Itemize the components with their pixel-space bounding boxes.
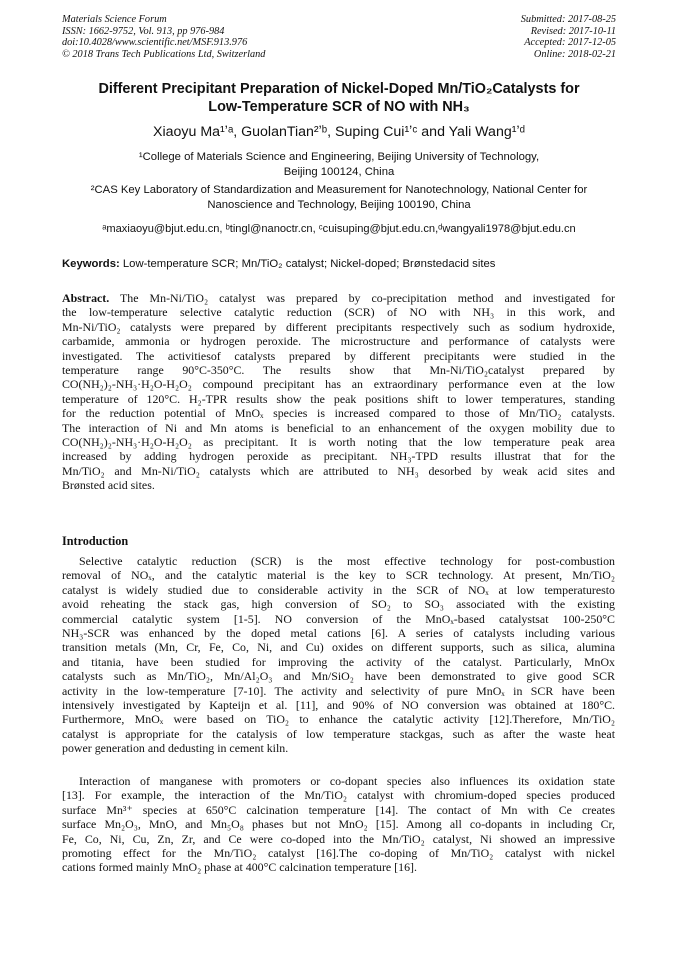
abstract-line: The interaction of Ni and Mn atoms is beneficial to an enhancement of the oxygen mobility due to xyxy=(62,420,615,435)
paragraph-line: Fe, Co, Ni, Cu, Zn, Zr, and Ce were co-doped into the Mn/TiO₂ catalyst, Ni showed an impressive xyxy=(62,831,615,846)
paragraph-line: transition metals (Mn, Cr, Fe, Co, Ni, and Cu) oxides on different supports, such as silica, alumina xyxy=(62,640,615,655)
paragraph-line: intensively investigated by Kapteijn et al. [11], and 90% of NO conversion was obtained at 180°C. xyxy=(62,698,615,713)
paragraph-line: promoting effect for the Mn/TiO₂ catalyst [16].The co-doping of Mn/TiO₂ catalyst with nickel xyxy=(62,846,615,861)
journal-header xyxy=(62,14,265,60)
paragraph-line: avoid reheating the stack gas, high conversion of SO₂ to SO₃ associated with the existing xyxy=(62,597,615,612)
date-submitted: Submitted: 2017-08-25 xyxy=(520,14,616,25)
affiliation-1-line-1: ¹College of Materials Science and Engineering, Beijing University of Technology, xyxy=(138,151,540,163)
paragraph-line: cations formed mainly MnO₂ phase at 400°C calcination temperature [16]. xyxy=(62,860,417,875)
date-online: Online: 2018-02-21 xyxy=(533,48,616,60)
journal-copyright: © 2018 Trans Tech Publications Ltd, Switzerland xyxy=(62,48,266,60)
abstract-line: for the reduction potential of MnOₓ species is increased compared to those of Mn/TiO₂ catalysts. xyxy=(62,406,615,421)
keywords xyxy=(62,257,622,271)
abstract-line: temperature range 90°C-350°C. The results show that Mn-Ni/TiO₂catalyst prepared by xyxy=(62,363,615,378)
abstract-line: Abstract. The Mn-Ni/TiO₂ catalyst was prepared by co-precipitation method and investigated for xyxy=(62,291,615,305)
paper-title xyxy=(40,81,638,116)
abstract-line: investigated. The activitiesof catalysts prepared by different precipitants were studied in the xyxy=(62,348,615,363)
paragraph-line: catalysts such as Mn/TiO₂, Mn/Al₂O₃ and Mn/SiO₂ have been demonstrated to give good SCR xyxy=(62,669,615,684)
abstract-line: CO(NH₂)₂-NH₃·H₂O-H₂O₂ as precipitant. It is worth noting that the low temperature peak area xyxy=(62,435,615,450)
date-accepted: Accepted: 2017-12-05 xyxy=(524,37,616,49)
abstract-line: Mn/TiO₂ and Mn-Ni/TiO₂ catalysts which are attributed to NH₃ desorbed by weak acid sites and xyxy=(62,463,615,478)
title-line-2: Low-Temperature SCR of NO with NH₃ xyxy=(208,98,470,115)
abstract-line: increased by adding hydrogen peroxide as precipitant. NH₃-TPD results illustrat that for the xyxy=(62,449,615,464)
abstract xyxy=(62,291,615,493)
date-revised: Revised: 2017-10-11 xyxy=(530,25,616,37)
abstract-line: temperature of 120°C. H₂-TPR results show the peak positions shift to lower temperatures, standing xyxy=(62,391,615,406)
paragraph-line: surface Mn³⁺ species at 650°C calcination temperature [14]. The contact of Mn with Ce creates xyxy=(62,802,615,817)
affiliation-2 xyxy=(40,183,638,212)
author-emails[interactable]: ᵃmaxiaoyu@bjut.edu.cn, ᵇtingl@nanoctr.cn, ᶜcuisuping@bjut.edu.cn,ᵈwangyali1978@bjut.edu.cn xyxy=(102,223,576,235)
paragraph-line: Selective catalytic reduction (SCR) is the most effective technology for post-combustion xyxy=(79,554,615,568)
abstract-line: Brønsted acid sites. xyxy=(62,478,155,493)
abstract-line: Mn-Ni/TiO₂ catalysts were prepared by different precipitants respectively such as sodium hydroxide, xyxy=(62,319,615,334)
dates-header xyxy=(521,14,616,60)
paragraph-line: removal of NOₓ, and the catalytic material is the key to SCR technology. At present, Mn/TiO₂ xyxy=(62,568,615,583)
paragraph-line: catalyst is appropriate for the catalysis of low temperature stackgas, such as after the waste heat xyxy=(62,726,615,741)
abstract-line: carbamide, ammonia or hydrogen peroxide. The microstructure and performance of catalysts were xyxy=(62,334,615,349)
affiliation-2-line-2: Nanoscience and Technology, Beijing 100190, China xyxy=(207,198,471,211)
affiliation-2-line-1: ²CAS Key Laboratory of Standardization and Measurement for Nanotechnology, National Center for xyxy=(90,184,588,196)
introduction-paragraph-1 xyxy=(62,554,615,756)
author-list: Xiaoyu Ma¹ʼᵃ, GuolanTian²ʼᵇ, Suping Cui¹ʼᶜ and Yali Wang¹ʼᵈ xyxy=(153,124,525,140)
affiliation-1 xyxy=(40,150,638,179)
abstract-line: CO(NH₂)₂-NH₃·H₂O-H₂O₂ compound precipitant has an extraordinary performance even at the low xyxy=(62,377,615,392)
paragraph-line: commercial catalytic system [1-5]. NO conversion of the MnOₓ-based catalystsat 100-250°C xyxy=(62,611,615,626)
keywords-text: Low-temperature SCR; Mn/TiO₂ catalyst; Nickel-doped; Brønstedacid sites xyxy=(119,258,496,270)
paragraph-line: power generation and dedusting in cement kiln. xyxy=(62,741,289,756)
abstract-line: the low-temperature selective catalytic reduction (SCR) of NO with NH₃ in this work, and xyxy=(62,305,615,320)
title-line-1: Different Precipitant Preparation of Nickel-Doped Mn/TiO₂Catalysts for xyxy=(98,81,580,97)
journal-issn: ISSN: 1662-9752, Vol. 913, pp 976-984 xyxy=(62,25,225,37)
paragraph-line: and titania, have been studied for improving the activity of the catalyst. Particularly, MnOx xyxy=(62,654,615,669)
journal-name: Materials Science Forum xyxy=(62,14,167,25)
abstract-label: Abstract. xyxy=(62,291,110,305)
section-heading-introduction: Introduction xyxy=(62,534,129,548)
paragraph-line: activity in the low-temperature [7-10]. The activity and selectivity of pure MnOₓ in SCR have been xyxy=(62,683,615,698)
affiliation-1-line-2: Beijing 100124, China xyxy=(283,165,395,178)
paragraph-line: [13]. For example, the interaction of the Mn/TiO₂ catalyst with chromium-doped species produced xyxy=(62,788,615,803)
paragraph-line: catalyst is widely studied due to considerable activity in the SCR of NOₓ at low temperaturesto xyxy=(62,582,615,597)
journal-doi[interactable]: doi:10.4028/www.scientific.net/MSF.913.976 xyxy=(62,37,248,49)
paragraph-line: NH₃-SCR was enhanced by the doped metal cations [6]. A series of catalysts including various xyxy=(62,626,615,641)
keywords-label: Keywords: xyxy=(62,258,120,270)
paragraph-line: Interaction of manganese with promoters or co-dopant species also influences its oxidation state xyxy=(79,774,615,788)
paragraph-line: Furthermore, MnOₓ were based on TiO₂ to enhance the catalytic activity [12].Therefore, Mn/TiO₂ xyxy=(62,712,615,727)
paragraph-line: surface Mn₂O₃, MnO, and Mn₅O₈ phases but not MnO₂ [15]. Among all co-dopants in including Cr, xyxy=(62,817,615,832)
introduction-paragraph-2 xyxy=(62,774,615,875)
